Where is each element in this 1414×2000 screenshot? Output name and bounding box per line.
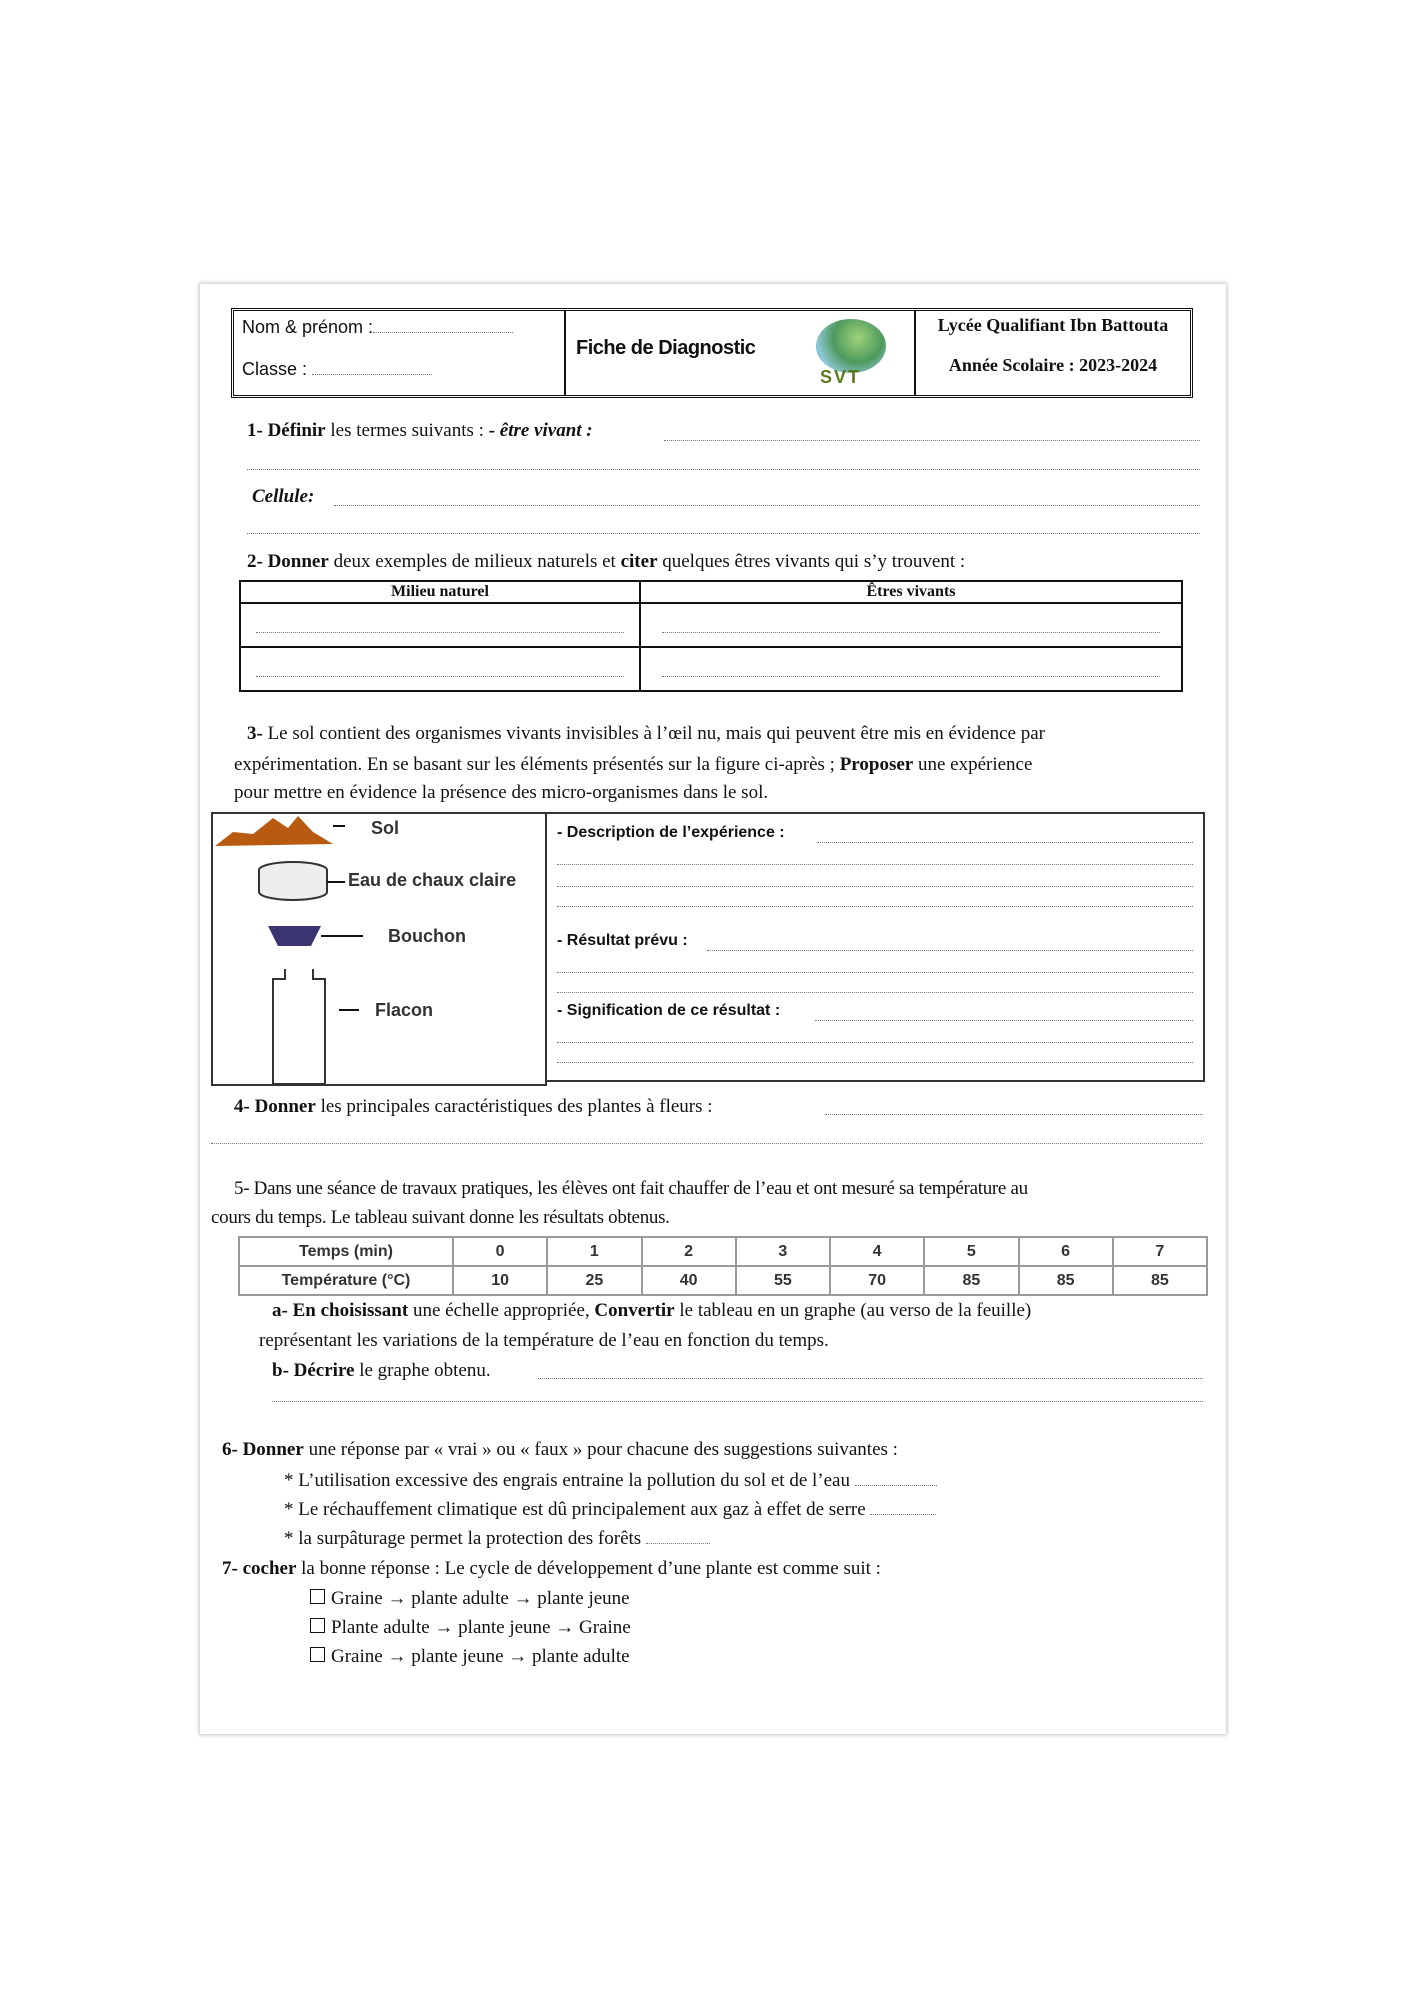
true-false-item: * Le réchauffement climatique est dû principalement aux gaz à effet de serre	[284, 1499, 936, 1521]
title-cell	[566, 311, 916, 395]
checkbox[interactable]	[310, 1647, 325, 1662]
answer-line[interactable]	[334, 505, 1200, 506]
label-bouchon: Bouchon	[388, 926, 466, 946]
answer-blank[interactable]	[855, 1485, 937, 1486]
temperature-cell: 10	[453, 1266, 547, 1295]
header-milieu: Milieu naturel	[240, 581, 640, 603]
row-label-temperature: Température (°C)	[239, 1266, 453, 1295]
option-2[interactable]: Plante adulte → plante jeune → Graine	[310, 1617, 631, 1639]
name-field[interactable]	[242, 317, 513, 338]
label-resultat: - Résultat prévu :	[557, 932, 688, 949]
time-cell: 5	[924, 1237, 1018, 1266]
answer-line[interactable]	[664, 440, 1200, 441]
answer-line[interactable]	[817, 842, 1193, 843]
temperature-cell: 70	[830, 1266, 924, 1295]
answer-line[interactable]	[557, 1062, 1193, 1063]
answer-line[interactable]	[557, 992, 1193, 993]
temperature-cell: 85	[924, 1266, 1018, 1295]
time-cell: 1	[547, 1237, 641, 1266]
true-false-item: * la surpâturage permet la protection des forêts	[284, 1528, 710, 1550]
question-7: 7- cocher la bonne réponse : Le cycle de développement d’une plante est comme suit :	[222, 1558, 881, 1579]
answer-line[interactable]	[557, 886, 1193, 887]
term-cellule: Cellule:	[252, 486, 315, 507]
answer-line[interactable]	[247, 469, 1200, 470]
answer-line[interactable]	[557, 906, 1193, 907]
answer-line[interactable]	[538, 1378, 1203, 1379]
temperature-cell: 40	[642, 1266, 736, 1295]
time-cell: 2	[642, 1237, 736, 1266]
answer-line[interactable]	[247, 533, 1200, 534]
checkbox[interactable]	[310, 1589, 325, 1604]
time-cell: 7	[1113, 1237, 1207, 1266]
question-6: 6- Donner une réponse par « vrai » ou « faux » pour chacune des suggestions suivantes :	[222, 1439, 898, 1460]
student-info-cell	[234, 311, 566, 395]
question-4: 4- Donner les principales caractéristiques des plantes à fleurs :	[234, 1096, 713, 1117]
answer-blank[interactable]	[646, 1543, 710, 1544]
answer-line[interactable]	[557, 864, 1193, 865]
question-1: 1- Définir les termes suivants : - être vivant :	[247, 420, 593, 441]
checkbox[interactable]	[310, 1618, 325, 1633]
question-2: 2- Donner deux exemples de milieux naturels et citer quelques êtres vivants qui s’y trouvent :	[247, 551, 966, 572]
environments-table	[239, 580, 1183, 692]
label-signification: - Signification de ce résultat :	[557, 1002, 781, 1019]
time-cell: 4	[830, 1237, 924, 1266]
question-5a-line2: représentant les variations de la température de l’eau en fonction du temps.	[259, 1330, 829, 1351]
temperature-cell: 55	[736, 1266, 830, 1295]
figure-drawing	[213, 814, 545, 1084]
answer-line[interactable]	[557, 1042, 1193, 1043]
answer-line[interactable]	[557, 972, 1193, 973]
header-etres-vivants: Êtres vivants	[640, 581, 1182, 603]
temperature-table	[238, 1236, 1208, 1296]
time-cell: 6	[1019, 1237, 1113, 1266]
question-5a: a- En choisissant une échelle appropriée, Convertir le tableau en un graphe (au verso de la feuille)	[272, 1300, 1032, 1321]
question-3-line3: pour mettre en évidence la présence des micro-organismes dans le sol.	[234, 782, 769, 803]
time-cell: 3	[736, 1237, 830, 1266]
stopper-icon	[268, 926, 321, 946]
answer-cell[interactable]	[240, 647, 640, 691]
answer-line[interactable]	[707, 950, 1193, 951]
question-5: 5- Dans une séance de travaux pratiques, les élèves ont fait chauffer de l’eau et ont mesuré sa température au	[234, 1178, 1028, 1199]
true-false-item: * L’utilisation excessive des engrais entraine la pollution du sol et de l’eau	[284, 1470, 937, 1492]
svt-logo-icon: SVT	[806, 319, 898, 389]
question-5b: b- Décrire le graphe obtenu.	[272, 1360, 491, 1381]
lime-water-dish-icon	[259, 862, 327, 900]
answer-cell[interactable]	[240, 603, 640, 647]
experiment-answer-box	[545, 812, 1205, 1082]
school-name: Lycée Qualifiant Ibn Battouta	[937, 315, 1169, 335]
answer-cell[interactable]	[640, 647, 1182, 691]
header-table	[231, 308, 1193, 398]
label-flacon: Flacon	[375, 1000, 434, 1020]
temperature-cell: 25	[547, 1266, 641, 1295]
school-year: Année Scolaire : 2023-2024	[948, 355, 1158, 375]
temperature-cell: 85	[1113, 1266, 1207, 1295]
label-description: - Description de l’expérience :	[557, 824, 785, 841]
answer-line[interactable]	[815, 1020, 1193, 1021]
class-field[interactable]	[242, 359, 432, 380]
worksheet-title: Fiche de Diagnostic	[576, 337, 756, 359]
label-sol: Sol	[371, 818, 400, 838]
class-label: Classe :	[242, 359, 308, 379]
name-label: Nom & prénom :	[242, 317, 374, 337]
school-cell	[916, 311, 1190, 395]
question-5-line2: cours du temps. Le tableau suivant donne les résultats obtenus.	[211, 1207, 670, 1228]
option-3[interactable]: Graine → plante jeune → plante adulte	[310, 1646, 630, 1668]
answer-line[interactable]	[825, 1114, 1203, 1115]
answer-cell[interactable]	[640, 603, 1182, 647]
label-eau-chaux: Eau de chaux claire	[348, 870, 517, 890]
question-3: 3- Le sol contient des organismes vivants invisibles à l’œil nu, mais qui peuvent être mis en évidence par	[247, 723, 1045, 744]
answer-blank[interactable]	[870, 1514, 936, 1515]
flask-icon	[273, 969, 325, 1084]
experiment-figure	[211, 812, 547, 1086]
answer-line[interactable]	[272, 1401, 1203, 1402]
option-1[interactable]: Graine → plante adulte → plante jeune	[310, 1588, 630, 1610]
temperature-cell: 85	[1019, 1266, 1113, 1295]
time-cell: 0	[453, 1237, 547, 1266]
soil-icon	[215, 816, 333, 846]
question-3-line2: expérimentation. En se basant sur les éléments présentés sur la figure ci-après ; Proposer une expérience	[234, 754, 1033, 775]
answer-line[interactable]	[211, 1143, 1203, 1144]
row-label-time: Temps (min)	[239, 1237, 453, 1266]
